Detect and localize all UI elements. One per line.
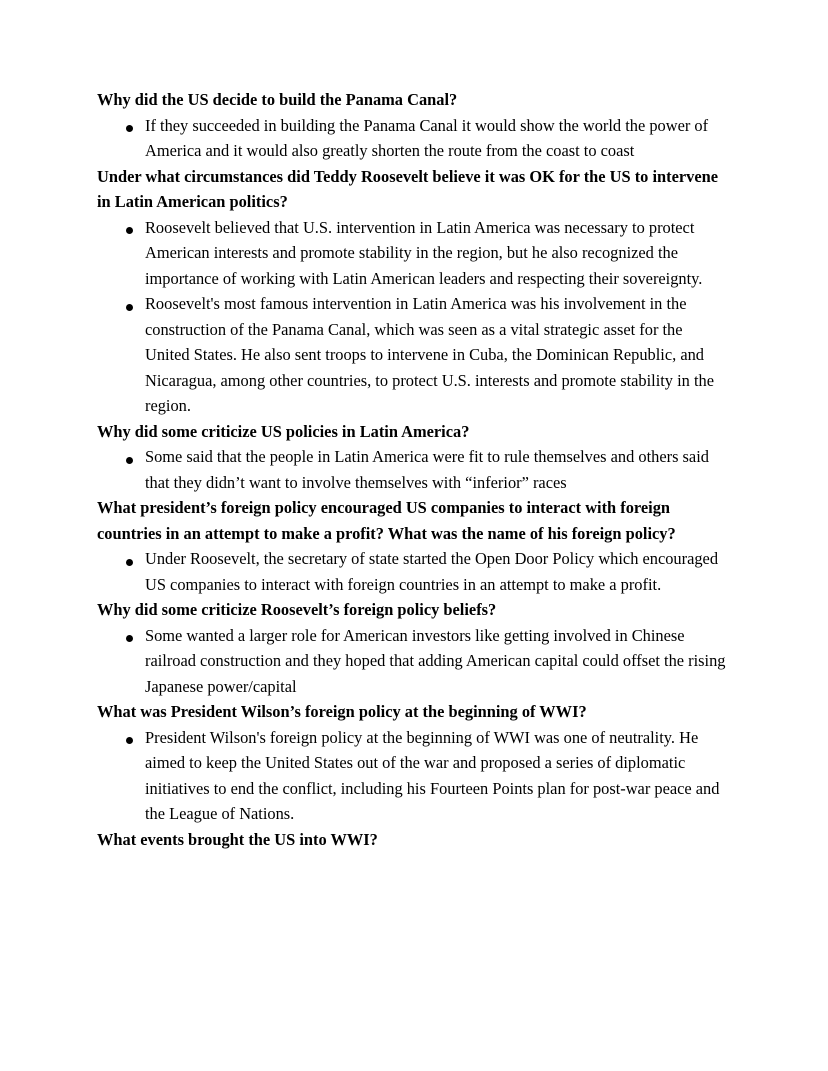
- qa-block: [97, 164, 731, 419]
- answer-text: Some said that the people in Latin America were fit to rule themselves and others said that they didn’t want to involve themselves with “inferior” races: [145, 447, 709, 492]
- question-heading: What president’s foreign policy encouraged US companies to interact with foreign countries in an attempt to make a profit? What was the name of his foreign policy?: [97, 498, 676, 543]
- question-heading: What events brought the US into WWI?: [97, 829, 378, 849]
- answer-list: [97, 546, 731, 597]
- qa-block: [97, 597, 731, 699]
- bullet-icon: [126, 227, 133, 234]
- answer-item: [97, 725, 731, 827]
- answer-item: [97, 444, 731, 495]
- answer-list: [97, 444, 731, 495]
- answer-list: [97, 623, 731, 700]
- bullet-icon: [126, 737, 133, 744]
- qa-block: [97, 495, 731, 597]
- question-heading: What was President Wilson’s foreign policy at the beginning of WWI?: [97, 702, 587, 721]
- answer-text: Some wanted a larger role for American investors like getting involved in Chinese railroad construction and they hoped that adding American capital could offset the rising Japanese power/capital: [145, 625, 726, 696]
- answer-text: Roosevelt believed that U.S. intervention in Latin America was necessary to protect American interests and promote stability in the region, but he also recognized the importance of working with Latin American leaders and respecting their sovereignty.: [145, 217, 703, 288]
- answer-item: [97, 623, 731, 700]
- answer-text: Roosevelt's most famous intervention in Latin America was his involvement in the construction of the Panama Canal, which was seen as a vital strategic asset for the United States. He also sent troops to intervene in Cuba, the Dominican Republic, and Nicaragua, among other countries, to protect U.S. interests and promote stability in the region.: [145, 294, 714, 415]
- answer-text: Under Roosevelt, the secretary of state started the Open Door Policy which encouraged US companies to interact with foreign countries in an attempt to make a profit.: [145, 549, 719, 594]
- bullet-icon: [126, 457, 133, 464]
- answer-item: [97, 291, 731, 419]
- bullet-icon: [126, 635, 133, 642]
- answer-item: [97, 546, 731, 597]
- answer-item: [97, 113, 731, 164]
- answer-list: [97, 725, 731, 827]
- qa-block: [97, 699, 731, 827]
- bullet-icon: [126, 559, 133, 566]
- answer-list: [97, 215, 731, 419]
- qa-block: [97, 827, 731, 853]
- qa-block: [97, 419, 731, 496]
- bullet-icon: [126, 125, 133, 132]
- question-heading: Why did some criticize Roosevelt’s foreign policy beliefs?: [97, 600, 497, 619]
- question-heading: Why did the US decide to build the Panama Canal?: [97, 90, 458, 109]
- question-heading: Under what circumstances did Teddy Roosevelt believe it was OK for the US to intervene in Latin American politics?: [97, 166, 718, 211]
- question-heading: Why did some criticize US policies in Latin America?: [97, 421, 470, 441]
- answer-text: If they succeeded in building the Panama Canal it would show the world the power of America and it would also greatly shorten the route from the coast to coast: [145, 115, 709, 160]
- answer-item: [97, 215, 731, 292]
- bullet-icon: [126, 304, 133, 311]
- answer-text: President Wilson's foreign policy at the beginning of WWI was one of neutrality. He aimed to keep the United States out of the war and proposed a series of diplomatic initiatives to end the conflict, including his Fourteen Points plan for post-war peace and the League of Nations.: [145, 727, 720, 823]
- answer-list: [97, 113, 731, 164]
- qa-block: [97, 87, 731, 164]
